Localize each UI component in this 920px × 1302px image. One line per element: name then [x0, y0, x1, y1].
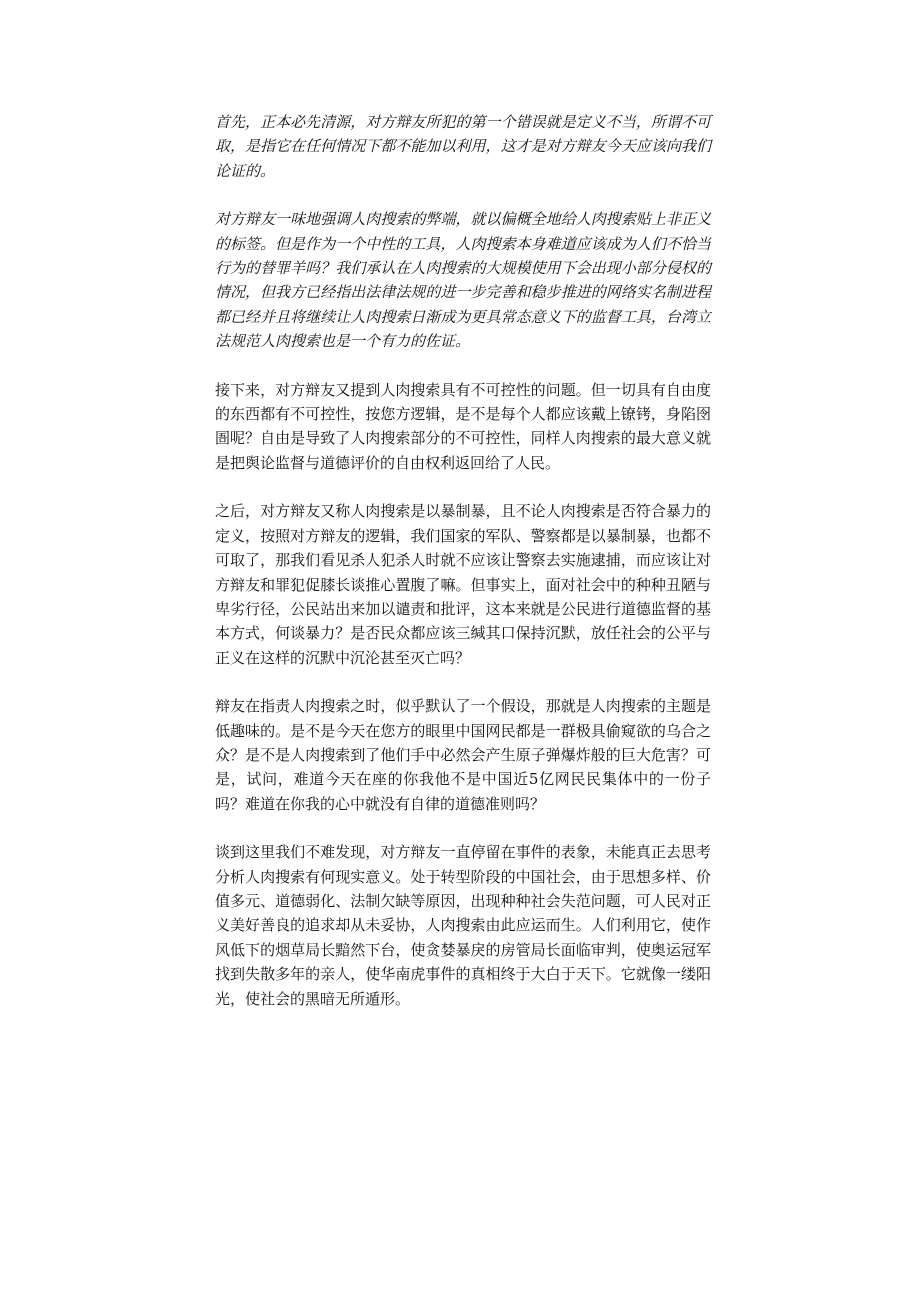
paragraph-5: 辩友在指责人肉搜索之时，似乎默认了一个假设，那就是人肉搜索的主题是低趣味的。是不是今天在您方的眼里中国网民都是一群极具偷窥欲的乌合之众？是不是人肉搜索到了他们手中必然会产生原子弹爆炸般的巨大危害？可是，试问，难道今天在座的你我他不是中国近5亿网民民集体中的一份子吗？难道在你我的心中就没有自律的道德准则吗？ — [215, 697, 711, 813]
paragraph-1: 首先，正本必先清源，对方辩友所犯的第一个错误就是定义不当，所谓不可取，是指它在任何情况下都不能加以利用，这才是对方辩友今天应该向我们论证的。 — [215, 113, 711, 180]
document-body — [215, 110, 711, 1035]
paragraph-3: 接下来，对方辩友又提到人肉搜索具有不可控性的问题。但一切具有自由度的东西都有不可控性，按您方逻辑，是不是每个人都应该戴上镣铐，身陷囹圄呢？自由是导致了人肉搜索部分的不可控性，同样人肉搜索的最大意义就是把舆论监督与道德评价的自由权利返回给了人民。 — [215, 380, 711, 472]
paragraph-4: 之后，对方辩友又称人肉搜索是以暴制暴，且不论人肉搜索是否符合暴力的定义，按照对方辩友的逻辑，我们国家的军队、警察都是以暴制暴，也都不可取了，那我们看见杀人犯杀人时就不应该让警察去实施逮捕，而应该让对方辩友和罪犯促膝长谈推心置腹了嘛。但事实上，面对社会中的种种丑陋与卑劣行径，公民站出来加以谴责和批评，这本来就是公民进行道德监督的基本方式，何谈暴力？是否民众都应该三缄其口保持沉默，放任社会的公平与正义在这样的沉默中沉沦甚至灭亡吗？ — [215, 502, 711, 667]
paragraph-2: 对方辩友一味地强调人肉搜索的弊端，就以偏概全地给人肉搜索贴上非正义的标签。但是作为一个中性的工具，人肉搜索本身难道应该成为人们不恰当行为的替罪羊吗？我们承认在人肉搜索的大规模使用下会出现小部分侵权的情况，但我方已经指出法律法规的进一步完善和稳步推进的网络实名制进程都已经并且将继续让人肉搜索日渐成为更具常态意义下的监督工具，台湾立法规范人肉搜索也是一个有力的佐证。 — [215, 210, 711, 351]
paragraph-6: 谈到这里我们不难发现，对方辩友一直停留在事件的表象，未能真正去思考分析人肉搜索有何现实意义。处于转型阶段的中国社会，由于思想多样、价值多元、道德弱化、法制欠缺等原因，出现种种社会失范问题，可人民对正义美好善良的追求却从未妥协，人肉搜索由此应运而生。人们利用它，使作风低下的烟草局长黯然下台，使贪婪暴戾的房管局长面临审判，使奥运冠军找到失散多年的亲人，使华南虎事件的真相终于大白于天下。它就像一缕阳光，使社会的黑暗无所遁形。 — [215, 843, 711, 1008]
